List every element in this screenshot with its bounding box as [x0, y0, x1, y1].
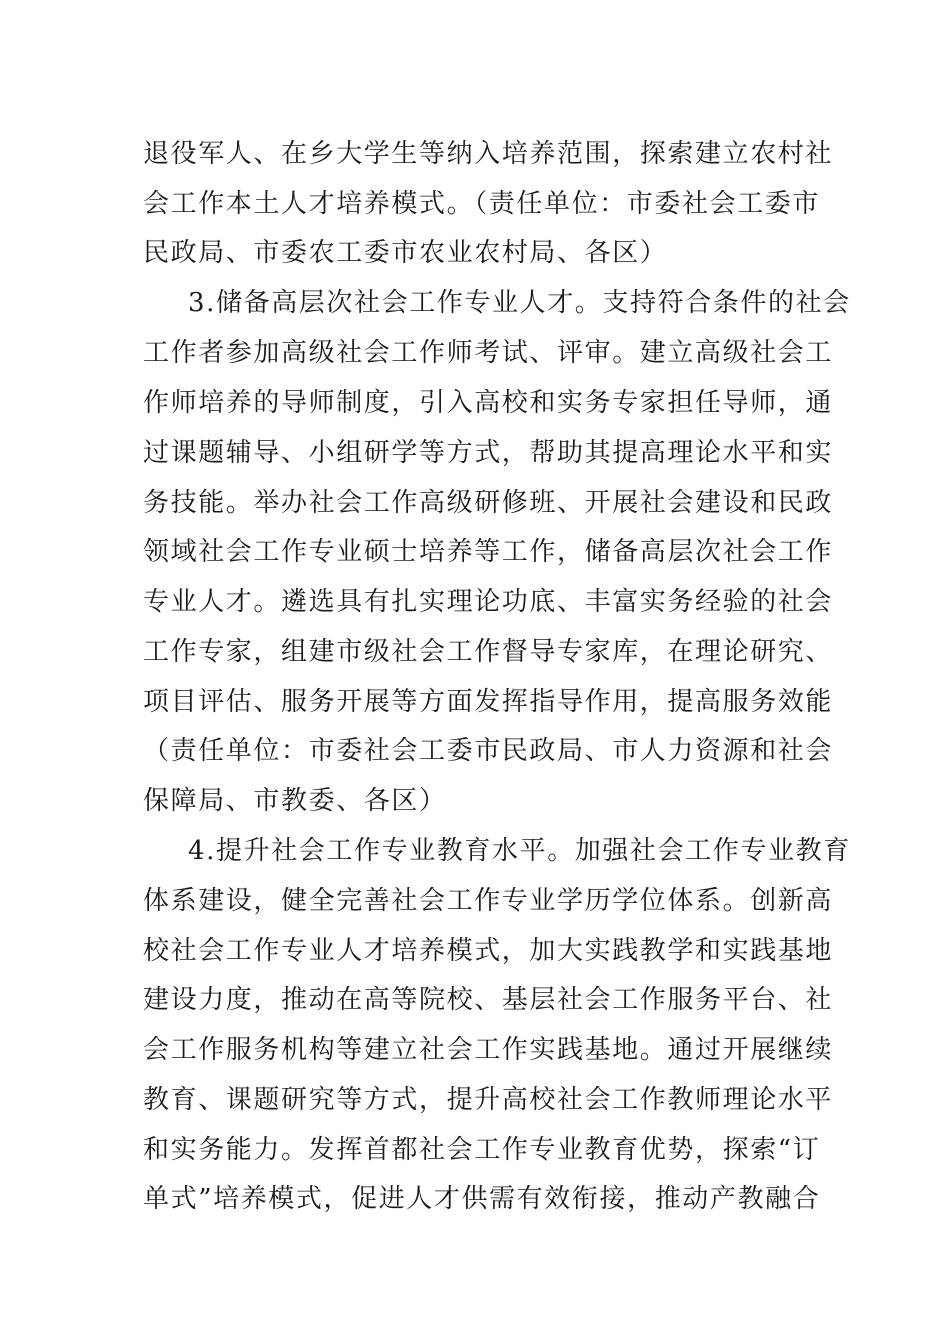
text-line: 过课题辅导、小组研学等方式，帮助其提高理论水平和实	[143, 438, 834, 468]
text-line: 工作专家，组建市级社会工作督导专家库，在理论研究、	[143, 637, 834, 667]
text-line: 会工作本土人才培养模式。（责任单位：市委社会工委市	[143, 189, 821, 219]
text-line: 领域社会工作专业硕士培养等工作，储备高层次社会工作	[143, 537, 834, 567]
text-line: 会工作服务机构等建立社会工作实践基地。通过开展继续	[143, 1035, 834, 1065]
text-line: 建设力度，推动在高等院校、基层社会工作服务平台、社	[143, 985, 834, 1015]
paragraph-4-heading-line: 4.提升社会工作专业教育水平。加强社会工作专业教育	[188, 836, 851, 866]
text-line: 体系建设，健全完善社会工作专业学历学位体系。创新高	[143, 886, 834, 916]
text-line: 民政局、市委农工委市农业农村局、各区）	[143, 238, 668, 268]
text-line: 保障局、市教委、各区）	[143, 786, 447, 816]
text-line: 退役军人、在乡大学生等纳入培养范围，探索建立农村社	[143, 139, 834, 169]
text-line: 务技能。举办社会工作高级研修班、开展社会建设和民政	[143, 488, 834, 518]
text-line: （责任单位：市委社会工委市民政局、市人力资源和社会	[143, 736, 834, 766]
text-line: 专业人才。遴选具有扎实理论功底、丰富实务经验的社会	[143, 587, 834, 617]
text-line: 单式”培养模式，促进人才供需有效衔接，推动产教融合	[143, 1184, 821, 1214]
text-line: 教育、课题研究等方式，提升高校社会工作教师理论水平	[143, 1085, 834, 1115]
text-line: 工作者参加高级社会工作师考试、评审。建立高级社会工	[143, 338, 834, 368]
text-line: 和实务能力。发挥首都社会工作专业教育优势，探索“订	[143, 1135, 821, 1165]
text-line: 校社会工作专业人才培养模式，加大实践教学和实践基地	[143, 936, 834, 966]
text-line: 作师培养的导师制度，引入高校和实务专家担任导师，通	[143, 388, 834, 418]
text-line: 项目评估、服务开展等方面发挥指导作用，提高服务效能	[143, 687, 834, 717]
paragraph-3-heading-line: 3.储备高层次社会工作专业人才。支持符合条件的社会	[188, 288, 851, 318]
